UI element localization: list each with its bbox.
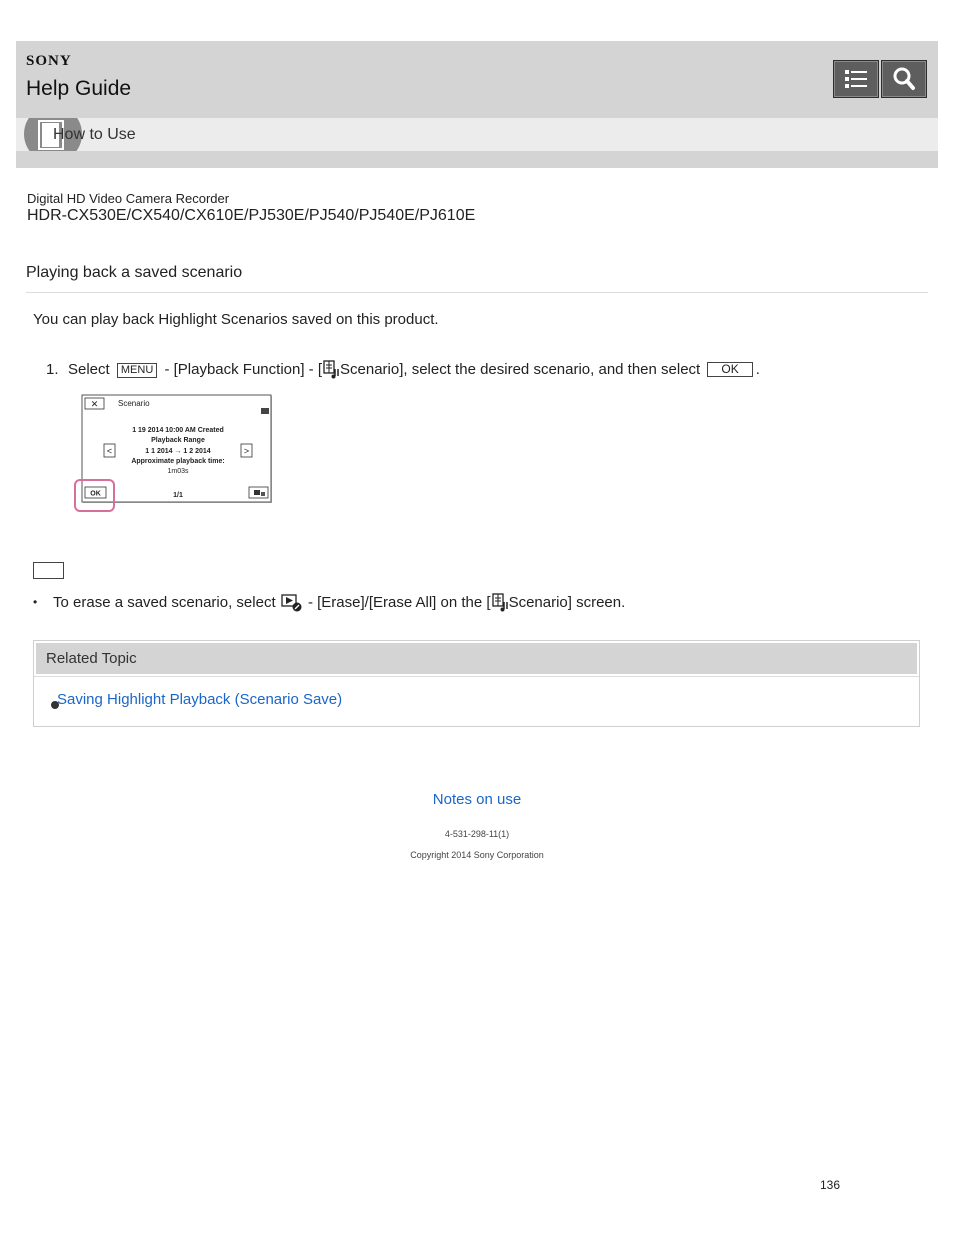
screen-created: 1 19 2014 10:00 AM Created	[132, 427, 224, 434]
step-number: 1.	[46, 361, 59, 378]
related-topic-header	[36, 643, 917, 674]
ok-key: OK	[707, 362, 752, 377]
screen-approx-value: 1m03s	[167, 468, 189, 475]
playback-edit-icon	[280, 592, 304, 612]
list-icon	[834, 61, 878, 97]
step-select-text: Select	[68, 361, 110, 378]
document-code: 4-531-298-11(1)	[444, 829, 510, 839]
product-models: HDR-CX530E/CX540/CX610E/PJ530E/PJ540/PJ540E/PJ610E	[27, 207, 476, 224]
intro-text: You can play back Highlight Scenarios saved on this product.	[33, 311, 439, 328]
help-guide-title[interactable]: Help Guide	[26, 77, 132, 100]
page-title: Playing back a saved scenario	[26, 264, 243, 281]
erase-note	[33, 592, 625, 612]
step-text-end: .	[755, 361, 760, 378]
section-bar	[16, 118, 938, 151]
screen-next-button: >	[243, 446, 250, 456]
page-number: 136	[820, 1178, 841, 1192]
scenario-icon	[322, 359, 340, 379]
note-text-1: To erase a saved scenario, select	[53, 594, 276, 611]
hint-label-box	[33, 562, 64, 579]
title-divider	[26, 292, 928, 293]
step-text-1: - [Playback Function] - [	[164, 361, 322, 378]
copyright: Copyright 2014 Sony Corporation	[410, 850, 544, 860]
scenario-screen-illustration	[72, 393, 278, 515]
screen-ok-button: OK	[90, 490, 101, 498]
sony-logo: SONY	[26, 53, 72, 69]
search-icon	[882, 61, 926, 97]
screen-close-button: ✕	[90, 399, 99, 409]
divider-bar	[16, 151, 938, 168]
screen-prev-button: <	[106, 446, 113, 456]
step-text-2: Scenario], select the desired scenario, and then select	[340, 361, 701, 378]
menu-key: MENU	[117, 363, 157, 378]
related-link-scenario-save[interactable]: Saving Highlight Playback (Scenario Save)	[57, 691, 343, 708]
table-of-contents-button[interactable]	[833, 60, 879, 98]
step-1	[46, 359, 760, 379]
screen-pager: 1/1	[173, 492, 183, 499]
screen-range: 1 1 2014 → 1 2 2014	[145, 448, 211, 455]
related-topic-title: Related Topic	[46, 650, 137, 667]
scenario-icon	[491, 592, 509, 612]
product-category: Digital HD Video Camera Recorder	[27, 191, 230, 206]
screen-approx-label: Approximate playback time:	[131, 458, 225, 465]
how-to-use-link[interactable]: How to Use	[53, 126, 136, 143]
search-button[interactable]	[881, 60, 927, 98]
note-text-2: - [Erase]/[Erase All] on the [	[307, 594, 491, 611]
note-text-3: Scenario] screen.	[508, 594, 626, 611]
related-topic-box	[33, 640, 920, 727]
header-bar	[16, 41, 938, 118]
screen-range-label: Playback Range	[151, 437, 205, 444]
notes-on-use-text[interactable]: Notes on use	[432, 791, 522, 808]
screen-title: Scenario	[118, 399, 150, 408]
related-divider	[34, 676, 919, 677]
note-bullet: •	[33, 595, 38, 609]
notes-on-use-link[interactable]	[0, 791, 954, 808]
